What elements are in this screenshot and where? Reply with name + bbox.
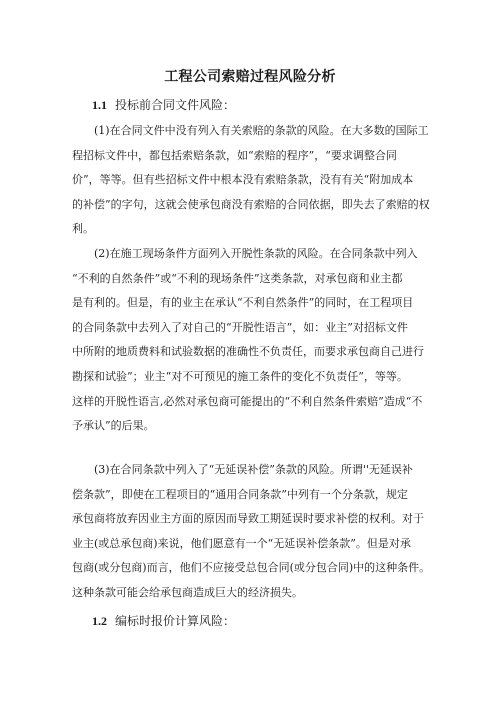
text-line: 利。 (72, 222, 94, 236)
text-line: (1)在合同文件中没有列入有关索赔的条款的风险。在大多数的国际工 (94, 124, 429, 137)
section-number: 1.1 (92, 98, 107, 112)
text-line: 的补偿”的字句，这就会使承包商没有索赔的合同依据，即失去了索赔的权 (72, 197, 430, 211)
paragraph-2 (72, 242, 432, 439)
section-title: 编标时报价计算风险： (115, 614, 236, 628)
text-line: 业主(或总承包商)来说，他们愿意有一个“无延误补偿条款”。但是对承 (72, 536, 411, 550)
text-line: 这种条款可能会给承包商造成巨大的经济损失。 (72, 585, 303, 599)
section-heading-1-2 (92, 613, 235, 629)
paragraph-3 (72, 458, 432, 606)
text-line: 程招标文件中，都包括索赔条款，如“索赔的程序”，“要求调整合同 (72, 148, 397, 162)
text-line: 中所附的地质费料和试验数据的准确性不负责任，而要求承包商自己进行 (72, 345, 424, 359)
text-line: 偿条款”，即使在工程项目的“通用合同条款”中列有一个分条款，规定 (72, 487, 408, 501)
text-line: “不利的自然条件”或“不利的现场条件”这类条款，对承包商和业主都 (72, 271, 403, 285)
text-line: 予承认”的后果。 (72, 419, 155, 433)
text-line: 价”，等等。但有些招标文件中根本没有索赔条款，没有有关“附加成本 (72, 173, 414, 187)
text-line: 是有利的。但是，有的业主在承认“不利自然条件”的同时，在工程项目 (72, 296, 414, 310)
section-heading-1-1 (92, 97, 235, 113)
text-line: 包商(或分包商)而言，他们不应接受总包合同(或分包合同)中的这种条件。 (72, 561, 431, 575)
text-line: 这样的开脱性语言,必然对承包商可能提出的“不利自然条件索赔”造成“不 (72, 394, 423, 408)
text-line: (3)在合同条款中列入了“无延误补偿”条款的风险。所谓''无延误补 (94, 463, 413, 476)
text-line: 勘探和试验”；业主“对不可预见的施工条件的变化不负责任”，等等。 (72, 369, 408, 383)
section-number: 1.2 (92, 614, 107, 628)
section-title: 投标前合同文件风险： (115, 98, 236, 112)
text-line: 的合同条款中去列入了对自己的“开脱性语言”，如：业主”对招标文件 (72, 320, 408, 334)
paragraph-1 (72, 119, 432, 242)
document-title: 工程公司索赔过程风险分析 (164, 69, 336, 85)
text-line: (2)在施工现场条件方面列入开脱性条款的风险。在合同条款中列入 (94, 247, 418, 260)
text-line: 承包商将放弃因业主方面的原因而导致工期延误时要求补偿的权利。对于 (72, 512, 424, 526)
